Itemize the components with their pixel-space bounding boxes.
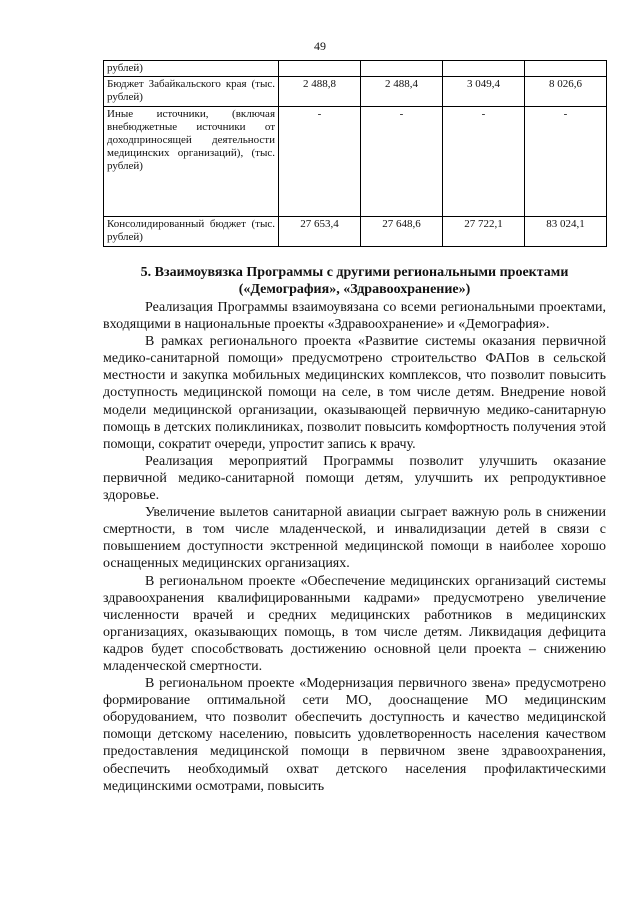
paragraph: Реализация мероприятий Программы позволит улучшить оказание первичной медико-санитарной помощи детям, улучшить их репродуктивное здоровье. bbox=[103, 453, 606, 504]
table-cell: 2 488,8 bbox=[279, 77, 361, 107]
paragraph: Реализация Программы взаимоувязана со всеми региональными проектами, входящими в национальные проекты «Здравоохранение» и «Демография». bbox=[103, 300, 606, 333]
table-cell-label: Иные источники, (включая внебюджетные источники от доходприносящей деятельности медицинских организаций), (тыс. рублей) bbox=[104, 107, 279, 217]
table-cell: 27 648,6 bbox=[361, 217, 443, 247]
table-cell bbox=[279, 61, 361, 77]
paragraph: В региональном проекте «Модернизация первичного звена» предусмотрено формирование оптимальной сети МО, дооснащение МО медицинским оборудованием, что позволит обеспечить доступность и качество медицинской помощи детскому населению, повысить удовлетворенность населения качеством предоставления медицинской помощи в первичном звене здравоохранения, обеспечить необходимый охват детского населения профилактическими медицинскими осмотрами, повысить bbox=[103, 676, 606, 794]
table-cell: - bbox=[361, 107, 443, 217]
table-cell: 2 488,4 bbox=[361, 77, 443, 107]
table-cell: 83 024,1 bbox=[525, 217, 607, 247]
paragraph: Увеличение вылетов санитарной авиации сыграет важную роль в снижении смертности, в том числе младенческой, и инвалидизации детей в связи с повышением доступности экстренной медицинской помощи в наиболее хорошо оснащенных медицинских организациях. bbox=[103, 505, 606, 572]
section-heading-line: («Демография», «Здравоохранение») bbox=[238, 282, 471, 297]
table-row bbox=[104, 77, 607, 107]
table-row bbox=[104, 107, 607, 217]
paragraph: В региональном проекте «Обеспечение медицинских организаций системы здравоохранения квалифицированными кадрами» предусмотрено увеличение численности врачей и средних медицинских работников в медицинских организациях, оказывающих помощь, в том числе детям. Ликвидация дефицита кадров будет способствовать достижению основной цели проекта – снижению младенческой смертности. bbox=[103, 573, 606, 674]
table-cell: - bbox=[525, 107, 607, 217]
table-cell-label: Консолидированный бюджет (тыс. рублей) bbox=[104, 217, 279, 247]
table-cell-label: Бюджет Забайкальского края (тыс. рублей) bbox=[104, 77, 279, 107]
table-row bbox=[104, 61, 607, 77]
table-cell bbox=[443, 61, 525, 77]
table-row bbox=[104, 217, 607, 247]
table-cell: 27 653,4 bbox=[279, 217, 361, 247]
table-cell bbox=[525, 61, 607, 77]
section-heading bbox=[103, 264, 606, 298]
table-cell-label: рублей) bbox=[104, 61, 279, 77]
section-body bbox=[103, 299, 606, 795]
section-heading-line: 5. Взаимоувязка Программы с другими региональными проектами bbox=[140, 265, 569, 280]
table-cell: - bbox=[279, 107, 361, 217]
budget-table bbox=[103, 60, 607, 247]
table-cell: 8 026,6 bbox=[525, 77, 607, 107]
table-cell: 27 722,1 bbox=[443, 217, 525, 247]
paragraph: В рамках регионального проекта «Развитие системы оказания первичной медико-санитарной помощи» предусмотрено строительство ФАПов в сельской местности и закупка мобильных медицинских комплексов, что позволит повысить доступность медицинской помощи на селе, в том числе детям. Внедрение новой модели медицинской организации, оказывающей первичную медико-санитарную помощь в детских поликлиниках, позволит повысить комфортность получения этой помощи, сократит очереди, упростит запись к врачу. bbox=[103, 334, 606, 452]
table-cell: - bbox=[443, 107, 525, 217]
table-cell bbox=[361, 61, 443, 77]
table-cell: 3 049,4 bbox=[443, 77, 525, 107]
page-number: 49 bbox=[314, 39, 326, 53]
